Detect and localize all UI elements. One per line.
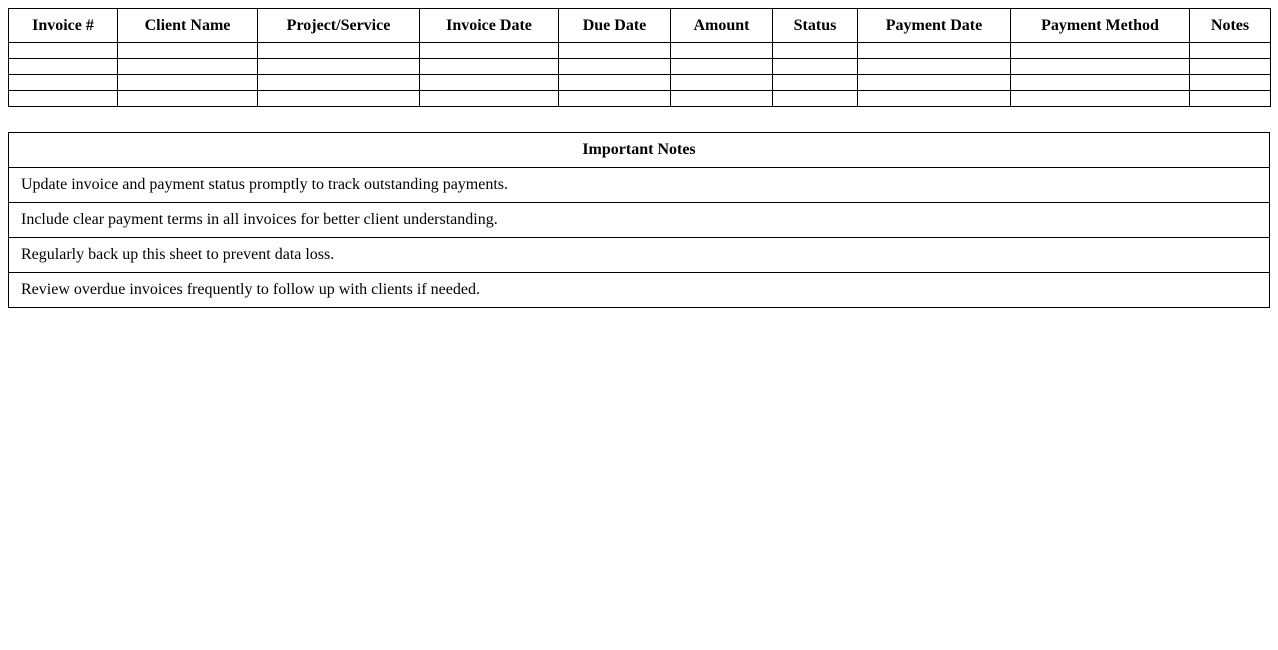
table-row	[9, 43, 1271, 59]
header-payment-date: Payment Date	[858, 9, 1011, 43]
table-cell[interactable]	[9, 43, 118, 59]
table-cell[interactable]	[9, 59, 118, 75]
header-payment-method: Payment Method	[1011, 9, 1190, 43]
header-project-service: Project/Service	[258, 9, 420, 43]
table-cell[interactable]	[420, 43, 559, 59]
table-cell[interactable]	[671, 43, 773, 59]
table-cell[interactable]	[1190, 59, 1271, 75]
table-cell[interactable]	[1190, 91, 1271, 107]
table-row	[9, 59, 1271, 75]
table-cell[interactable]	[559, 75, 671, 91]
table-cell[interactable]	[858, 59, 1011, 75]
table-cell[interactable]	[420, 59, 559, 75]
table-cell[interactable]	[559, 43, 671, 59]
table-cell[interactable]	[258, 91, 420, 107]
notes-table	[8, 132, 1270, 308]
table-cell[interactable]	[559, 91, 671, 107]
table-cell[interactable]	[1011, 91, 1190, 107]
note-item: Update invoice and payment status promptly to track outstanding payments.	[9, 168, 1270, 203]
header-invoice-number: Invoice #	[9, 9, 118, 43]
header-due-date: Due Date	[559, 9, 671, 43]
note-item: Include clear payment terms in all invoices for better client understanding.	[9, 203, 1270, 238]
table-cell[interactable]	[118, 59, 258, 75]
notes-row	[9, 203, 1270, 238]
header-amount: Amount	[671, 9, 773, 43]
header-status: Status	[773, 9, 858, 43]
notes-header-row	[9, 133, 1270, 168]
table-cell[interactable]	[671, 59, 773, 75]
header-notes: Notes	[1190, 9, 1271, 43]
table-cell[interactable]	[420, 91, 559, 107]
table-cell[interactable]	[420, 75, 559, 91]
table-cell[interactable]	[773, 59, 858, 75]
notes-row	[9, 168, 1270, 203]
table-cell[interactable]	[1190, 75, 1271, 91]
table-cell[interactable]	[258, 59, 420, 75]
table-cell[interactable]	[671, 91, 773, 107]
table-cell[interactable]	[1011, 59, 1190, 75]
header-invoice-date: Invoice Date	[420, 9, 559, 43]
note-item: Regularly back up this sheet to prevent data loss.	[9, 238, 1270, 273]
table-cell[interactable]	[858, 91, 1011, 107]
table-cell[interactable]	[559, 59, 671, 75]
table-cell[interactable]	[773, 75, 858, 91]
table-cell[interactable]	[9, 91, 118, 107]
invoice-table	[8, 8, 1271, 107]
table-cell[interactable]	[773, 43, 858, 59]
table-cell[interactable]	[9, 75, 118, 91]
table-row	[9, 91, 1271, 107]
table-cell[interactable]	[258, 43, 420, 59]
table-cell[interactable]	[118, 75, 258, 91]
table-cell[interactable]	[1190, 43, 1271, 59]
table-cell[interactable]	[671, 75, 773, 91]
notes-title: Important Notes	[9, 133, 1270, 168]
table-cell[interactable]	[858, 43, 1011, 59]
notes-row	[9, 238, 1270, 273]
table-cell[interactable]	[118, 91, 258, 107]
table-cell[interactable]	[1011, 43, 1190, 59]
notes-row	[9, 273, 1270, 308]
header-row	[9, 9, 1271, 43]
note-item: Review overdue invoices frequently to follow up with clients if needed.	[9, 273, 1270, 308]
table-cell[interactable]	[858, 75, 1011, 91]
table-cell[interactable]	[118, 43, 258, 59]
header-client-name: Client Name	[118, 9, 258, 43]
table-cell[interactable]	[258, 75, 420, 91]
table-cell[interactable]	[1011, 75, 1190, 91]
table-cell[interactable]	[773, 91, 858, 107]
table-row	[9, 75, 1271, 91]
